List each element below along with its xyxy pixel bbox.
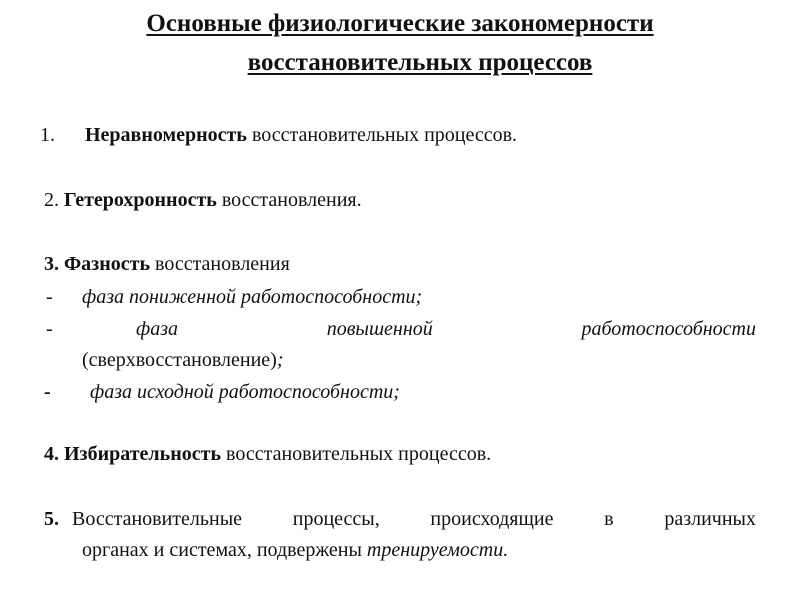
slide-title-line-2: восстановительных процессов — [247, 49, 593, 76]
item-1-rest: восстановительных процессов. — [246, 124, 518, 146]
slide-title-line-1: Основные физиологические закономерности — [146, 10, 654, 37]
phase-2-text — [80, 318, 756, 341]
item-1-bold: Неравномерность — [85, 124, 247, 146]
item-5-line-1: Восстановительные процессы, происходящие в различных — [72, 508, 756, 530]
item-4 — [44, 443, 491, 466]
phase-2-continuation-text: (сверхвосстановление) — [82, 349, 277, 371]
phase-3-dash: - — [44, 381, 51, 403]
phase-2-dash: - — [46, 318, 53, 340]
item-2-bold: Гетерохронность — [64, 189, 217, 211]
item-3-rest: восстановления — [150, 253, 290, 275]
item-3-number: 3. — [44, 253, 59, 275]
item-4-rest: восстановительных процессов. — [221, 443, 492, 465]
item-1-text — [85, 124, 517, 147]
item-5-number: 5. — [44, 508, 59, 530]
phase-2-word-2: повышенной — [326, 318, 433, 340]
phase-2-word-1: фаза — [136, 318, 179, 340]
item-4-number: 4. — [44, 443, 59, 465]
item-4-bold: Избирательность — [64, 443, 222, 465]
item-2 — [44, 189, 362, 212]
phase-1-text: фаза пониженной работоспособности; — [82, 286, 423, 308]
phase-1-dash: - — [46, 286, 53, 308]
item-2-number: 2. — [44, 189, 59, 211]
phase-2-word-3: работоспособности — [581, 318, 756, 340]
phase-3-text: фаза исходной работоспособности; — [90, 381, 400, 403]
item-1-number: 1. — [40, 124, 55, 146]
item-5-line-2 — [82, 539, 508, 562]
item-2-rest: восстановления. — [216, 189, 362, 211]
phase-2-continuation-end: ; — [276, 349, 284, 371]
item-3-bold: Фазность — [64, 253, 151, 275]
item-5-line-2-text: органах и системах, подвержены — [82, 539, 367, 561]
phase-2-continuation — [82, 349, 284, 372]
item-5-line-2-italic: тренируемости. — [366, 539, 509, 561]
item-3 — [44, 253, 290, 276]
